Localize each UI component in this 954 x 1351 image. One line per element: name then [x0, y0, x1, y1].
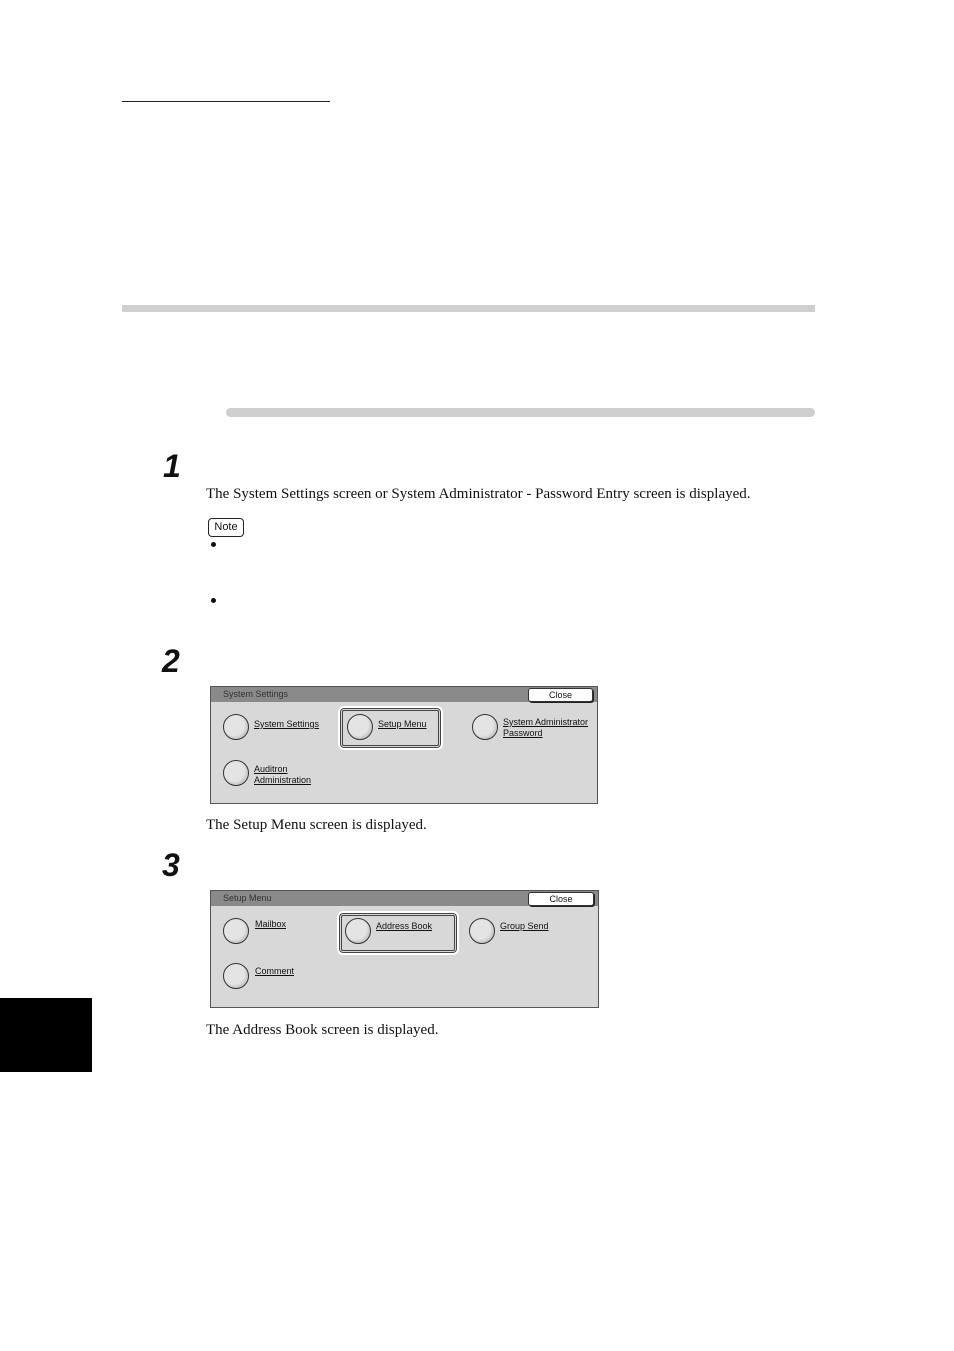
system-administrator-label-line2: Password	[503, 728, 543, 738]
subsection-divider-bar	[226, 408, 815, 417]
address-book-option-button[interactable]	[345, 918, 371, 944]
close-button[interactable]: Close	[528, 688, 593, 702]
comment-option-button[interactable]	[223, 963, 249, 989]
mailbox-option-button[interactable]	[223, 918, 249, 944]
panel-title: Setup Menu	[211, 891, 598, 906]
system-settings-option-label: System Settings	[254, 719, 320, 729]
address-book-option-label: Address Book	[376, 921, 433, 931]
step-number-1: 1	[163, 448, 181, 484]
step-3-result-text: The Address Book screen is displayed.	[206, 1022, 439, 1038]
section-divider-bar	[122, 305, 815, 312]
comment-option-label: Comment	[255, 966, 295, 976]
auditron-administration-option-button[interactable]	[223, 760, 249, 786]
step-1-result-text: The System Settings screen or System Administrator - Password Entry screen is displayed.	[206, 486, 751, 502]
panel-title: System Settings	[211, 687, 597, 702]
auditron-label-line2: Administration	[254, 775, 312, 785]
mailbox-option-label: Mailbox	[255, 919, 287, 929]
chapter-side-tab	[0, 998, 92, 1072]
step-number-2: 2	[162, 643, 180, 679]
setup-menu-option-label: Setup Menu	[378, 719, 427, 729]
system-settings-option-button[interactable]	[223, 714, 249, 740]
note-bullet-1	[211, 542, 216, 547]
step-number-3: 3	[162, 847, 180, 883]
system-administrator-password-option-button[interactable]	[472, 714, 498, 740]
system-administrator-label-line1: System Administrator	[503, 717, 589, 727]
auditron-label-line1: Auditron	[254, 764, 288, 774]
step-2-result-text: The Setup Menu screen is displayed.	[206, 817, 427, 833]
note-label: Note	[208, 518, 244, 537]
setup-menu-screen	[210, 890, 599, 1008]
system-settings-screen	[210, 686, 598, 804]
header-rule	[122, 101, 330, 102]
group-send-option-label: Group Send	[500, 921, 549, 931]
group-send-option-button[interactable]	[469, 918, 495, 944]
close-button[interactable]: Close	[528, 892, 594, 906]
note-bullet-2	[211, 598, 216, 603]
setup-menu-option-button[interactable]	[347, 714, 373, 740]
